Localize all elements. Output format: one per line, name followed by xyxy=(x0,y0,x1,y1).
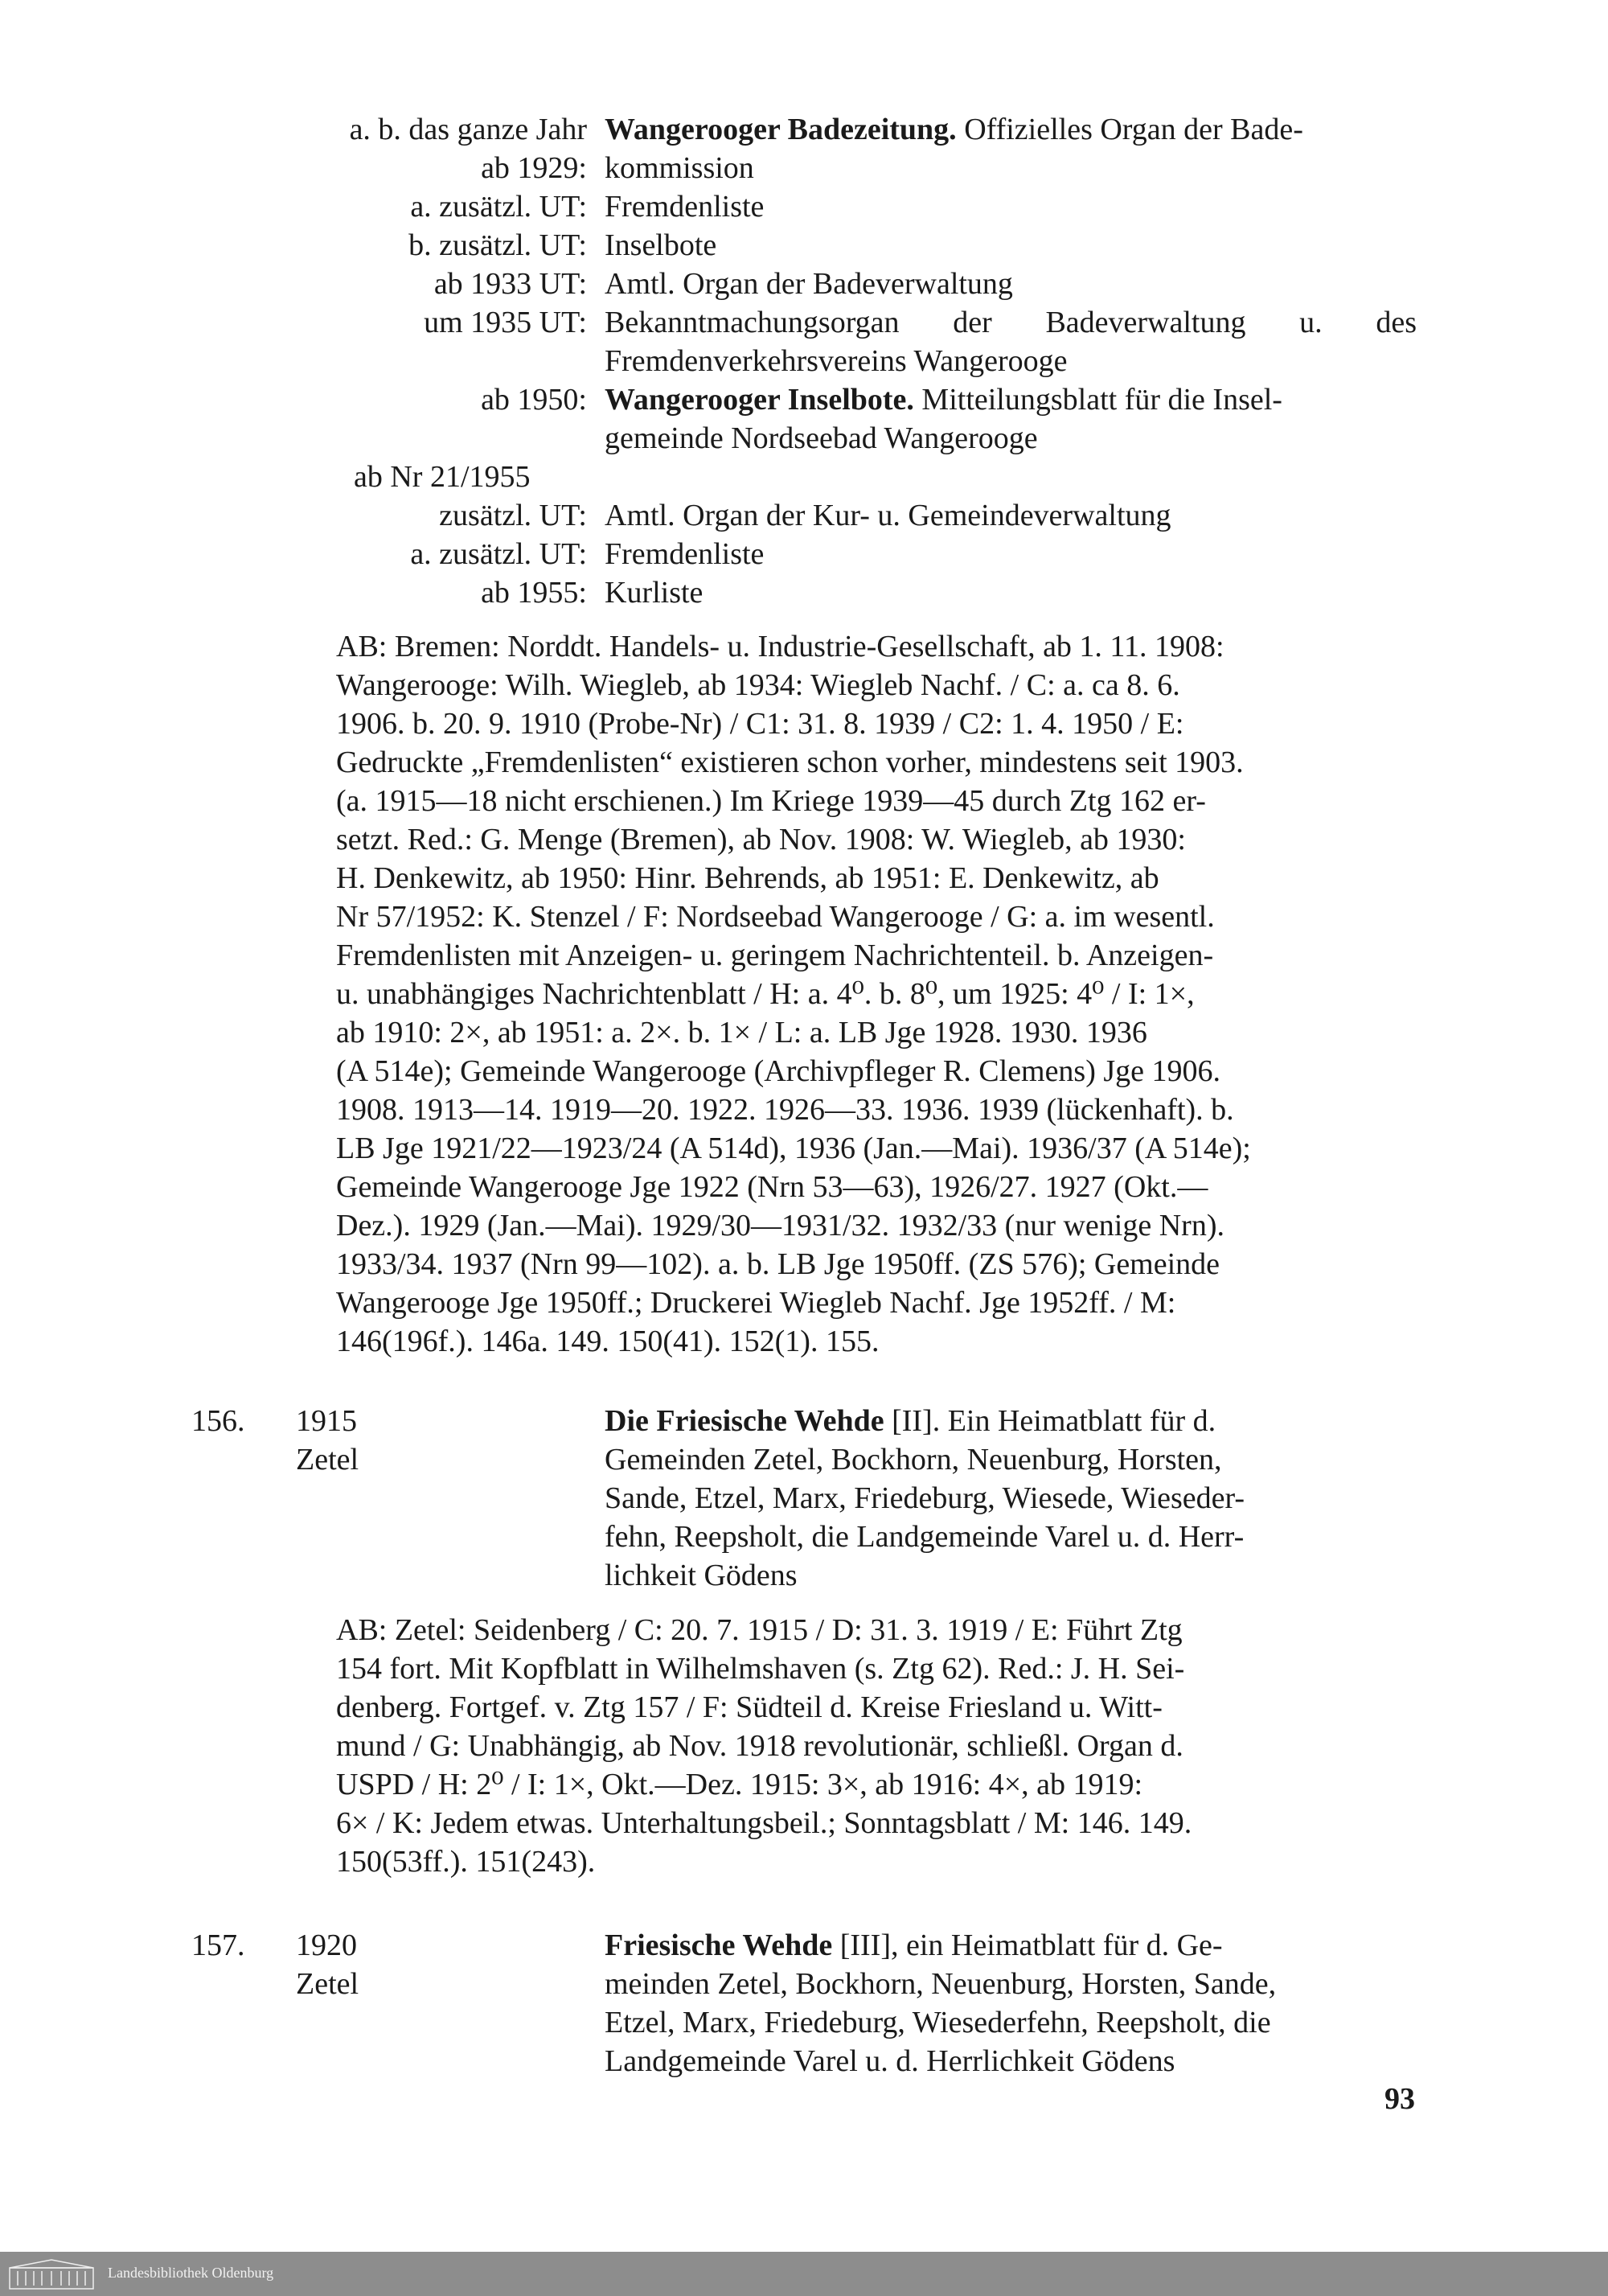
row-value: Wangerooger Inselbote. Mitteilungsblatt für die Insel- xyxy=(605,383,1282,417)
entry-number: 156. xyxy=(191,1404,245,1438)
body-line: AB: Bremen: Norddt. Handels- u. Industrie-Gesellschaft, ab 1. 11. 1908: xyxy=(336,630,1224,663)
row-label: ab 1929: xyxy=(481,151,587,185)
row-value: Bekanntmachungsorgan der Badeverwaltung u. des xyxy=(605,306,1417,339)
entry-title: Friesische Wehde [III], ein Heimatblatt für d. Ge- meinden Zetel, Bockhorn, Neuenburg, Horsten, Sande, Etzel, Marx, Friedeburg, Wiesederfehn, Reepsholt, die Landgemeinde Varel u. d. Herrlichkeit Gödens xyxy=(605,1928,1277,2078)
body-line: Dez.). 1929 (Jan.—Mai). 1929/30—1931/32. 1932/33 (nur wenige Nrn). xyxy=(336,1209,1224,1242)
body-line: (a. 1915—18 nicht erschienen.) Im Kriege 1939—45 durch Ztg 162 er- xyxy=(336,784,1206,818)
body-line: 1906. b. 20. 9. 1910 (Probe-Nr) / C1: 31. 8. 1939 / C2: 1. 4. 1950 / E: xyxy=(336,707,1184,741)
entry-place: Zetel xyxy=(296,1443,359,1477)
row-value: Fremdenliste xyxy=(605,537,765,571)
body-line: Gedruckte „Fremdenlisten“ existieren schon vorher, mindestens seit 1903. xyxy=(336,745,1244,779)
row-label: ab Nr 21/1955 xyxy=(354,460,531,494)
body-line: ab 1910: 2×, ab 1951: a. 2×. b. 1× / L: a. LB Jge 1928. 1930. 1936 xyxy=(336,1016,1147,1049)
row-value: Amtl. Organ der Badeverwaltung xyxy=(605,267,1013,301)
body-line: Fremdenlisten mit Anzeigen- u. geringem Nachrichtenteil. b. Anzeigen- xyxy=(336,939,1214,972)
row-label: ab 1955: xyxy=(481,576,587,610)
body-line: setzt. Red.: G. Menge (Bremen), ab Nov. 1908: W. Wiegleb, ab 1930: xyxy=(336,823,1186,856)
entry-year: 1920 xyxy=(296,1928,357,1962)
entry-place: Zetel xyxy=(296,1967,359,2001)
row-value: Inselbote xyxy=(605,228,717,262)
row-label: ab 1950: xyxy=(481,383,587,417)
row-value: Kurliste xyxy=(605,576,704,610)
body-line: Wangerooge: Wilh. Wiegleb, ab 1934: Wiegleb Nachf. / C: a. ca 8. 6. xyxy=(336,668,1180,702)
body-line: AB: Zetel: Seidenberg / C: 20. 7. 1915 / D: 31. 3. 1919 / E: Führt Ztg xyxy=(336,1613,1183,1647)
body-line: 150(53ff.). 151(243). xyxy=(336,1845,596,1879)
entry-title: Die Friesische Wehde [II]. Ein Heimatblatt für d. Gemeinden Zetel, Bockhorn, Neuenburg, Horsten, Sande, Etzel, Marx, Friedeburg, Wiesede, Wieseder- fehn, Reepsholt, die Landgemeinde Varel u. d. Herr- lichkeit Gödens xyxy=(605,1404,1245,1592)
body-line: denberg. Fortgef. v. Ztg 157 / F: Südteil d. Kreise Friesland u. Witt- xyxy=(336,1690,1163,1724)
body-line: 1933/34. 1937 (Nrn 99—102). a. b. LB Jge 1950ff. (ZS 576); Gemeinde xyxy=(336,1247,1220,1281)
body-line: Nr 57/1952: K. Stenzel / F: Nordseebad Wangerooge / G: a. im wesentl. xyxy=(336,900,1215,934)
body-line: LB Jge 1921/22—1923/24 (A 514d), 1936 (Jan.—Mai). 1936/37 (A 514e); xyxy=(336,1132,1251,1165)
row-label: a. zusätzl. UT: xyxy=(410,537,587,571)
footer-text: Landesbibliothek Oldenburg xyxy=(108,2265,274,2281)
row-value: kommission xyxy=(605,151,754,185)
body-line: Gemeinde Wangerooge Jge 1922 (Nrn 53—63), 1926/27. 1927 (Okt.— xyxy=(336,1170,1208,1204)
body-line: u. unabhängiges Nachrichtenblatt / H: a. 4⁰. b. 8⁰, um 1925: 4⁰ / I: 1×, xyxy=(336,977,1195,1011)
body-line: 146(196f.). 146a. 149. 150(41). 152(1). 155. xyxy=(336,1325,880,1358)
body-line: 6× / K: Jedem etwas. Unterhaltungsbeil.; Sonntagsblatt / M: 146. 149. xyxy=(336,1806,1192,1840)
body-line: USPD / H: 2⁰ / I: 1×, Okt.—Dez. 1915: 3×, ab 1916: 4×, ab 1919: xyxy=(336,1768,1143,1801)
library-building-icon xyxy=(6,2258,96,2290)
row-label: ab 1933 UT: xyxy=(433,267,587,301)
body-line: (A 514e); Gemeinde Wangerooge (Archivpfleger R. Clemens) Jge 1906. xyxy=(336,1054,1221,1088)
footer-bar xyxy=(0,2252,1608,2296)
row-label: um 1935 UT: xyxy=(424,306,587,339)
row-label: a. zusätzl. UT: xyxy=(410,190,587,224)
row-value: gemeinde Nordseebad Wangerooge xyxy=(605,421,1038,455)
row-label: a. b. das ganze Jahr xyxy=(349,113,587,146)
row-value: Amtl. Organ der Kur- u. Gemeindeverwaltung xyxy=(605,499,1171,532)
body-line: 154 fort. Mit Kopfblatt in Wilhelmshaven (s. Ztg 62). Red.: J. H. Sei- xyxy=(336,1652,1185,1686)
entry-body xyxy=(336,1611,1417,1881)
body-line: Wangerooge Jge 1950ff.; Druckerei Wiegleb Nachf. Jge 1952ff. / M: xyxy=(336,1286,1176,1320)
entry-year: 1915 xyxy=(296,1404,357,1438)
top-entry-body xyxy=(336,627,1417,1361)
body-line: H. Denkewitz, ab 1950: Hinr. Behrends, ab 1951: E. Denkewitz, ab xyxy=(336,861,1159,895)
row-label: b. zusätzl. UT: xyxy=(408,228,587,262)
row-value: Fremdenverkehrsvereins Wangerooge xyxy=(605,344,1068,378)
body-line: 1908. 1913—14. 1919—20. 1922. 1926—33. 1936. 1939 (lückenhaft). b. xyxy=(336,1093,1234,1127)
row-label: zusätzl. UT: xyxy=(439,499,587,532)
row-value: Fremdenliste xyxy=(605,190,765,224)
entry-number: 157. xyxy=(191,1928,245,1962)
row-value: Wangerooger Badezeitung. Offizielles Organ der Bade- xyxy=(605,113,1303,146)
body-line: mund / G: Unabhängig, ab Nov. 1918 revolutionär, schließl. Organ d. xyxy=(336,1729,1183,1763)
page-number: 93 xyxy=(1384,2082,1415,2116)
